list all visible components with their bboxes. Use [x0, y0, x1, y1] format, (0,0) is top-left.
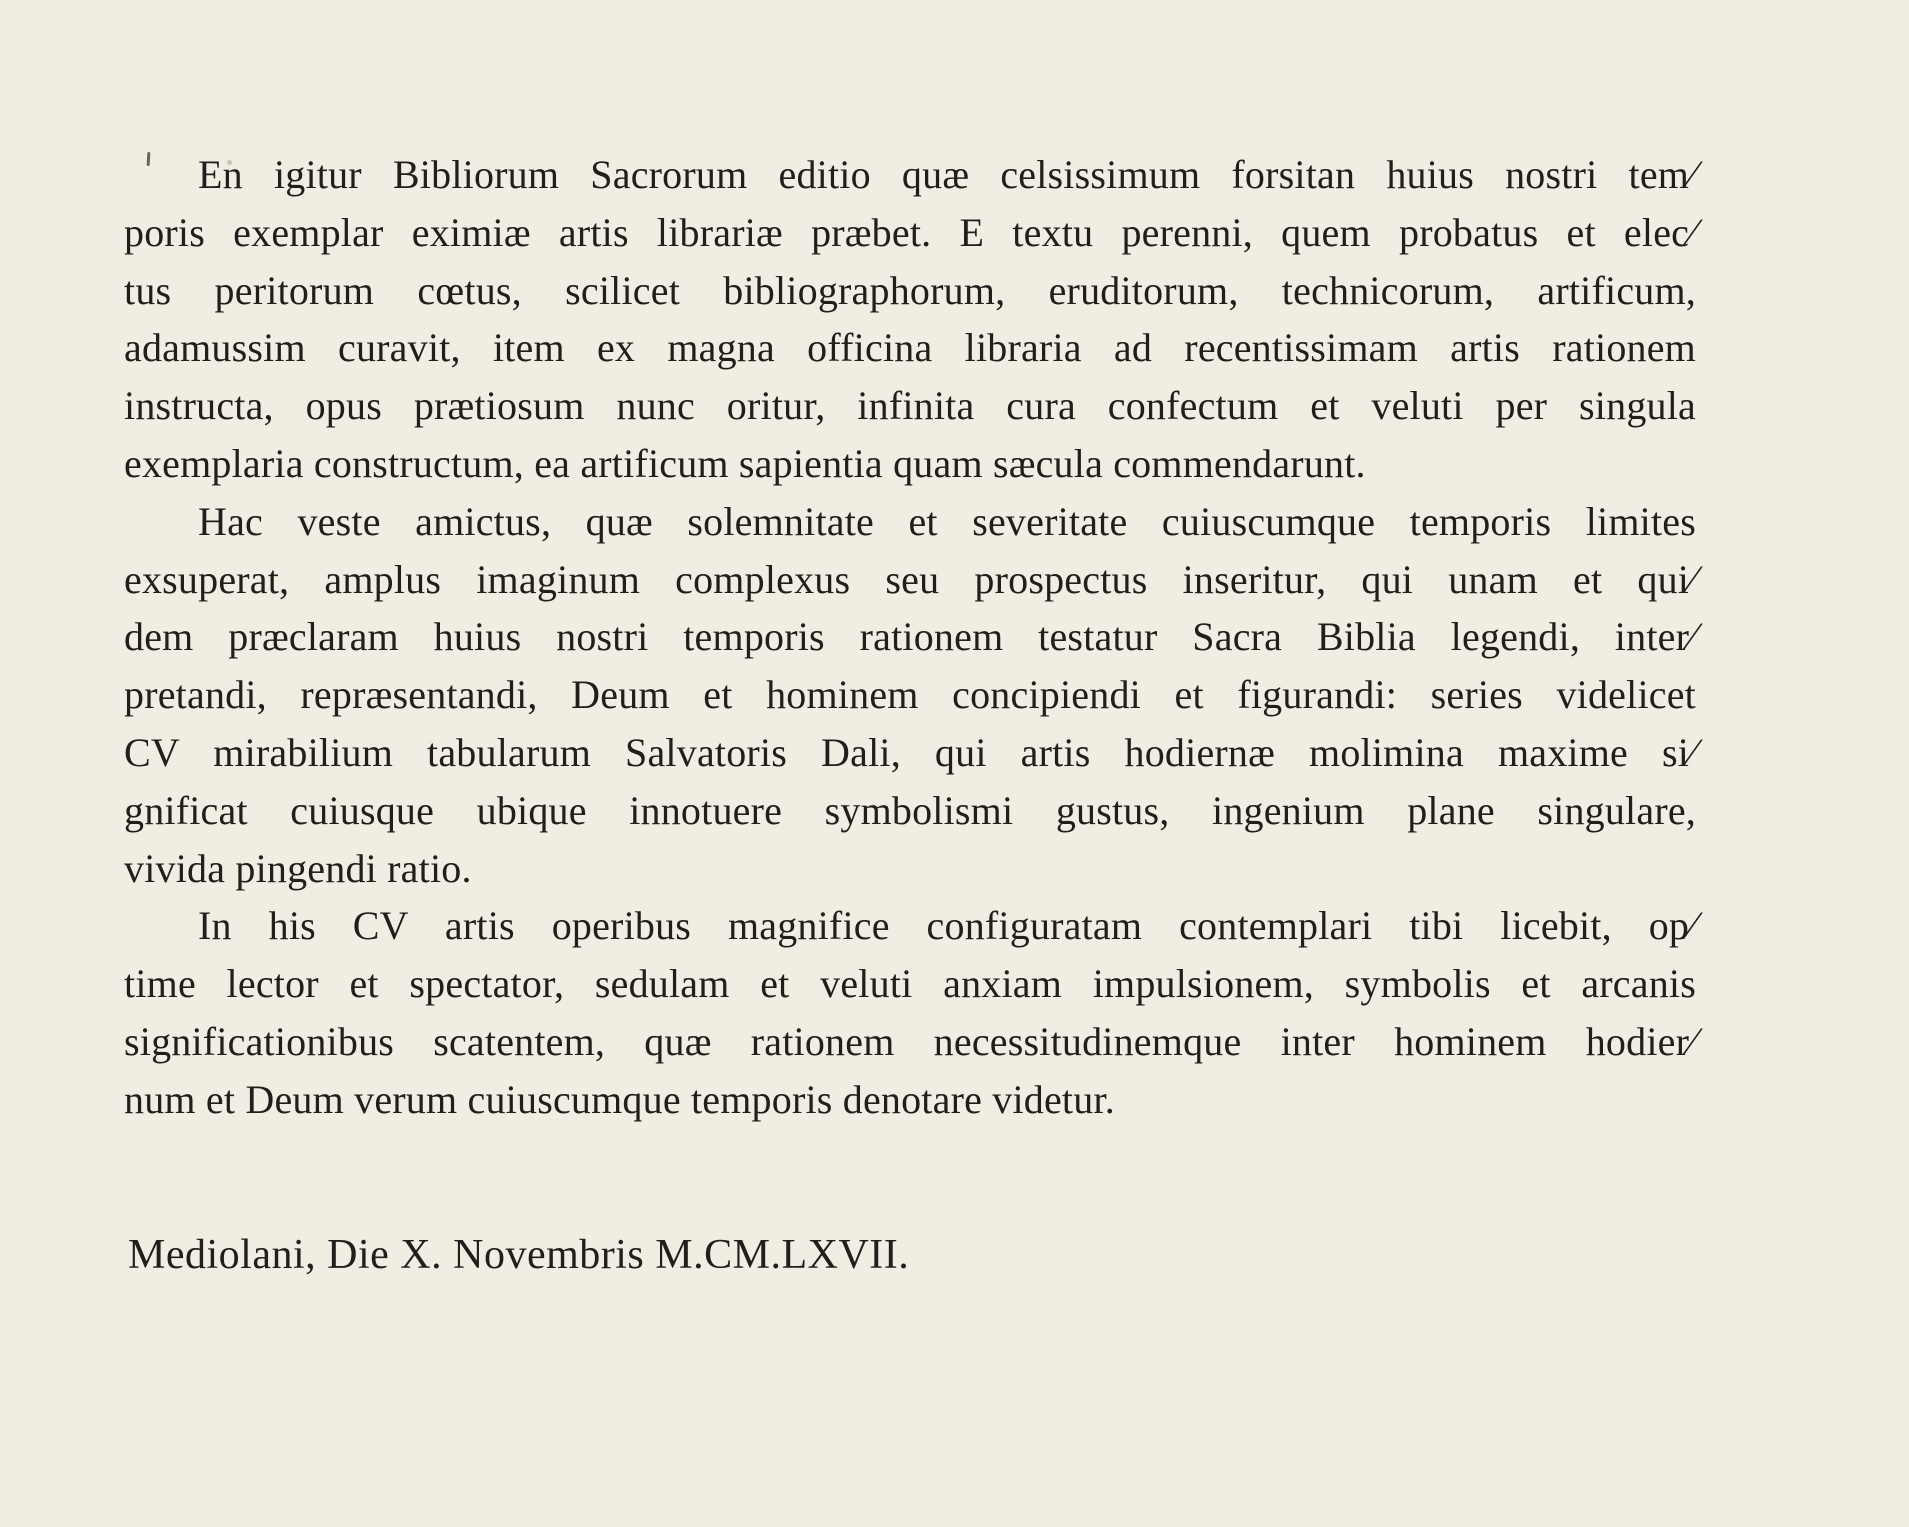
dateline: Mediolani, Die X. Novembris M.CM.LXVII.	[128, 1232, 910, 1278]
text-line: instructa, opus prætiosum nunc oritur, infinita cura confectum et veluti per singula	[124, 383, 1696, 429]
text-line: significationibus scatentem, quæ rationem necessitudinemque inter hominem hodier⁄	[124, 1018, 1696, 1064]
text-line: adamussim curavit, item ex magna officina libraria ad recentissimam artis rationem	[124, 325, 1696, 371]
text-line: dem præclaram huius nostri temporis rationem testatur Sacra Biblia legendi, inter⁄	[124, 614, 1696, 660]
text-line: In his CV artis operibus magnifice configuratam contemplari tibi licebit, op⁄	[198, 903, 1696, 949]
text-line: vivida pingendi ratio.	[124, 845, 472, 891]
text-line: CV mirabilium tabularum Salvatoris Dali, qui artis hodiernæ molimina maxime si⁄	[124, 729, 1696, 775]
text-line: time lector et spectator, sedulam et veluti anxiam impulsionem, symbolis et arcanis	[124, 961, 1696, 1007]
text-line: pretandi, repræsentandi, Deum et hominem concipiendi et figurandi: series videlicet	[124, 672, 1696, 718]
text-line: poris exemplar eximiæ artis librariæ præbet. E textu perenni, quem probatus et elec⁄	[124, 209, 1696, 255]
text-line: exsuperat, amplus imaginum complexus seu prospectus inseritur, qui unam et qui⁄	[124, 556, 1696, 602]
text-line: tus peritorum cœtus, scilicet bibliographorum, eruditorum, technicorum, artificum,	[124, 267, 1696, 313]
text-line: En igitur Bibliorum Sacrorum editio quæ celsissimum forsitan huius nostri tem⁄	[198, 152, 1696, 197]
text-line: gnificat cuiusque ubique innotuere symbolismi gustus, ingenium plane singulare,	[124, 787, 1696, 833]
text-block	[124, 146, 1696, 1129]
text-line: exemplaria constructum, ea artificum sapientia quam sæcula commendarunt.	[124, 440, 1366, 486]
text-line: Hac veste amictus, quæ solemnitate et severitate cuiuscumque temporis limites	[198, 498, 1696, 544]
text-line: num et Deum verum cuiuscumque temporis denotare videtur.	[124, 1076, 1115, 1122]
